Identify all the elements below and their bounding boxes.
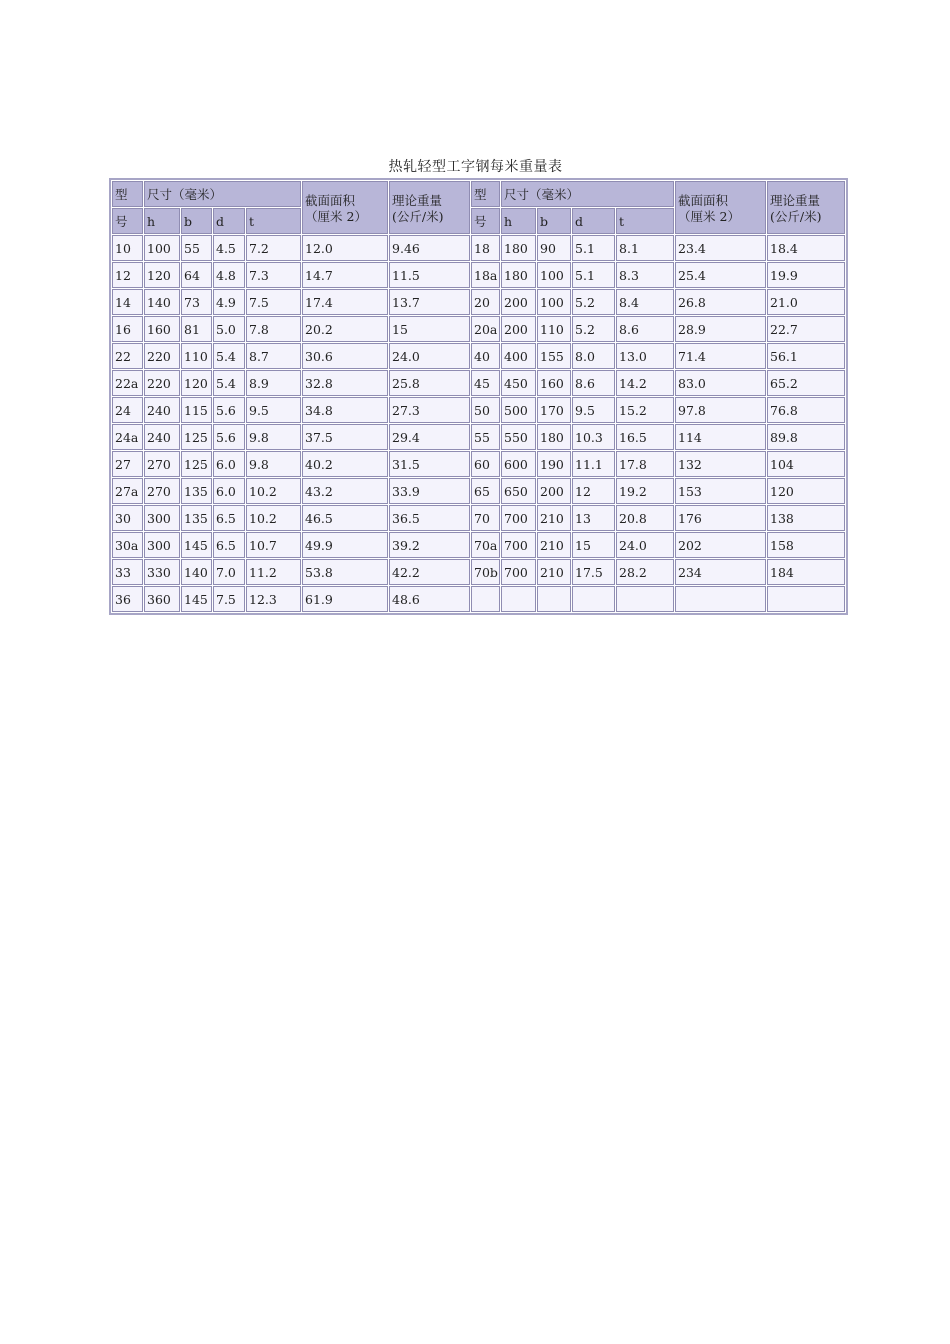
table-row (112, 424, 845, 450)
header-dim-t: t (616, 208, 674, 234)
table-cell: 34.8 (302, 397, 388, 423)
table-cell: 20.2 (302, 316, 388, 342)
table-cell: 240 (144, 424, 180, 450)
table-cell: 11.5 (389, 262, 470, 288)
table-cell: 20.8 (616, 505, 674, 531)
table-cell: 100 (537, 289, 571, 315)
table-cell (767, 586, 845, 612)
header-weight (767, 181, 845, 234)
table-cell: 26.8 (675, 289, 766, 315)
table-cell: 33 (112, 559, 143, 585)
table-cell: 125 (181, 451, 212, 477)
table-cell: 160 (537, 370, 571, 396)
header-size-group: 尺寸（毫米） (144, 181, 301, 207)
table-cell: 76.8 (767, 397, 845, 423)
table-cell: 4.8 (213, 262, 245, 288)
table-cell: 120 (144, 262, 180, 288)
table-cell: 42.2 (389, 559, 470, 585)
table-cell: 14.2 (616, 370, 674, 396)
table-cell: 90 (537, 235, 571, 261)
table-cell: 5.1 (572, 262, 615, 288)
table-cell: 37.5 (302, 424, 388, 450)
table-cell: 40 (471, 343, 500, 369)
header-model-top: 型 (112, 181, 143, 207)
table-row (112, 505, 845, 531)
table-cell: 15 (572, 532, 615, 558)
table-cell: 9.8 (246, 451, 301, 477)
table-cell: 220 (144, 370, 180, 396)
table-row (112, 397, 845, 423)
header-weight (389, 181, 470, 234)
table-cell: 24a (112, 424, 143, 450)
header-weight-line1: 理论重量 (392, 192, 443, 208)
table-cell: 17.8 (616, 451, 674, 477)
table-cell: 28.2 (616, 559, 674, 585)
table-row (112, 316, 845, 342)
table-cell: 8.1 (616, 235, 674, 261)
header-area (675, 181, 766, 234)
table-row (112, 289, 845, 315)
table-cell: 100 (537, 262, 571, 288)
table-title: 热轧轻型工字钢每米重量表 (388, 159, 563, 175)
table-cell: 170 (537, 397, 571, 423)
table-cell: 23.4 (675, 235, 766, 261)
table-row (112, 559, 845, 585)
header-area-line2: （厘米 2） (305, 208, 367, 224)
table-cell: 360 (144, 586, 180, 612)
table-cell: 24.0 (616, 532, 674, 558)
table-cell: 32.8 (302, 370, 388, 396)
table-cell: 25.4 (675, 262, 766, 288)
table-cell: 700 (501, 559, 536, 585)
table-row (112, 532, 845, 558)
table-cell: 10.2 (246, 478, 301, 504)
table-cell: 11.1 (572, 451, 615, 477)
table-cell: 70b (471, 559, 500, 585)
table-cell: 20a (471, 316, 500, 342)
table-cell: 9.5 (572, 397, 615, 423)
header-model-top: 型 (471, 181, 500, 207)
table-cell: 30a (112, 532, 143, 558)
table-cell: 145 (181, 586, 212, 612)
table-cell: 13.7 (389, 289, 470, 315)
table-cell: 9.46 (389, 235, 470, 261)
table-cell: 70 (471, 505, 500, 531)
table-cell: 100 (144, 235, 180, 261)
table-row (112, 478, 845, 504)
table-cell: 5.1 (572, 235, 615, 261)
table-cell: 65.2 (767, 370, 845, 396)
table-cell: 10.2 (246, 505, 301, 531)
table-cell: 330 (144, 559, 180, 585)
table-cell: 155 (537, 343, 571, 369)
table-cell: 14 (112, 289, 143, 315)
table-cell: 115 (181, 397, 212, 423)
table-cell: 5.6 (213, 424, 245, 450)
table-row (112, 235, 845, 261)
table-cell: 270 (144, 451, 180, 477)
table-cell: 56.1 (767, 343, 845, 369)
table-cell: 16 (112, 316, 143, 342)
table-cell: 300 (144, 505, 180, 531)
table-cell: 550 (501, 424, 536, 450)
table-cell: 7.8 (246, 316, 301, 342)
table-cell: 7.5 (246, 289, 301, 315)
table-row (112, 451, 845, 477)
table-cell: 7.2 (246, 235, 301, 261)
steel-weight-table (109, 178, 848, 615)
table-cell: 29.4 (389, 424, 470, 450)
table-cell: 30 (112, 505, 143, 531)
header-weight-line2: (公斤/米) (392, 208, 444, 224)
table-cell: 158 (767, 532, 845, 558)
table-cell: 104 (767, 451, 845, 477)
table-cell: 450 (501, 370, 536, 396)
table-cell: 135 (181, 505, 212, 531)
table-cell: 36.5 (389, 505, 470, 531)
table-cell: 110 (537, 316, 571, 342)
header-model-bottom: 号 (471, 208, 500, 234)
table-cell: 14.7 (302, 262, 388, 288)
table-cell: 10.7 (246, 532, 301, 558)
table-cell: 53.8 (302, 559, 388, 585)
header-dim-h: h (144, 208, 180, 234)
header-weight-line1: 理论重量 (770, 192, 821, 208)
table-cell: 12 (572, 478, 615, 504)
table-cell: 60 (471, 451, 500, 477)
table-cell: 43.2 (302, 478, 388, 504)
table-cell: 5.4 (213, 370, 245, 396)
table-cell: 13.0 (616, 343, 674, 369)
table-cell: 700 (501, 505, 536, 531)
table-cell: 210 (537, 559, 571, 585)
table-cell: 89.8 (767, 424, 845, 450)
table-cell: 700 (501, 532, 536, 558)
header-model-bottom: 号 (112, 208, 143, 234)
table-cell: 140 (144, 289, 180, 315)
table-cell: 45 (471, 370, 500, 396)
table-cell: 180 (501, 235, 536, 261)
table-cell: 6.5 (213, 505, 245, 531)
table-cell: 55 (181, 235, 212, 261)
header-dim-h: h (501, 208, 536, 234)
table-cell: 650 (501, 478, 536, 504)
table-cell: 176 (675, 505, 766, 531)
table-cell: 270 (144, 478, 180, 504)
header-dim-d: d (213, 208, 245, 234)
table-cell: 83.0 (675, 370, 766, 396)
table-cell: 4.9 (213, 289, 245, 315)
table-body (112, 235, 845, 612)
table-cell: 5.2 (572, 289, 615, 315)
table-cell: 20 (471, 289, 500, 315)
table-cell: 18a (471, 262, 500, 288)
table-cell: 18 (471, 235, 500, 261)
table-cell: 15.2 (616, 397, 674, 423)
header-dim-t: t (246, 208, 301, 234)
table-cell: 300 (144, 532, 180, 558)
header-area-line1: 截面面积 (678, 192, 729, 208)
table-cell: 22 (112, 343, 143, 369)
table-cell: 46.5 (302, 505, 388, 531)
table-cell: 97.8 (675, 397, 766, 423)
table-cell: 6.0 (213, 478, 245, 504)
table-cell: 125 (181, 424, 212, 450)
table-cell: 64 (181, 262, 212, 288)
table-cell: 22a (112, 370, 143, 396)
table-cell: 12.3 (246, 586, 301, 612)
table-cell: 39.2 (389, 532, 470, 558)
table-cell: 28.9 (675, 316, 766, 342)
table-cell: 202 (675, 532, 766, 558)
table-cell: 7.5 (213, 586, 245, 612)
table-cell: 73 (181, 289, 212, 315)
table-cell: 500 (501, 397, 536, 423)
table-cell: 10.3 (572, 424, 615, 450)
table-cell: 27.3 (389, 397, 470, 423)
table-cell: 17.5 (572, 559, 615, 585)
table-cell: 49.9 (302, 532, 388, 558)
table-cell: 240 (144, 397, 180, 423)
table-cell: 190 (537, 451, 571, 477)
table-cell: 234 (675, 559, 766, 585)
table-cell (501, 586, 536, 612)
table-row (112, 370, 845, 396)
table-cell: 17.4 (302, 289, 388, 315)
table-cell: 4.5 (213, 235, 245, 261)
table-row (112, 343, 845, 369)
header-dim-b: b (181, 208, 212, 234)
table-cell: 13 (572, 505, 615, 531)
table-cell: 8.0 (572, 343, 615, 369)
table-cell: 65 (471, 478, 500, 504)
table-cell: 24 (112, 397, 143, 423)
table-cell: 9.5 (246, 397, 301, 423)
table-cell: 12 (112, 262, 143, 288)
table-cell: 7.0 (213, 559, 245, 585)
table-cell: 33.9 (389, 478, 470, 504)
table-cell: 114 (675, 424, 766, 450)
table-cell: 140 (181, 559, 212, 585)
table-cell: 400 (501, 343, 536, 369)
table-cell: 145 (181, 532, 212, 558)
table-cell: 110 (181, 343, 212, 369)
table-cell: 61.9 (302, 586, 388, 612)
header-dim-d: d (572, 208, 615, 234)
table-cell: 135 (181, 478, 212, 504)
table-cell: 27 (112, 451, 143, 477)
table-cell (471, 586, 500, 612)
table-cell: 8.9 (246, 370, 301, 396)
table-cell (616, 586, 674, 612)
table-cell: 5.0 (213, 316, 245, 342)
table-cell: 8.3 (616, 262, 674, 288)
table-cell: 138 (767, 505, 845, 531)
header-area (302, 181, 388, 234)
table-cell: 15 (389, 316, 470, 342)
table-cell: 19.9 (767, 262, 845, 288)
table-cell: 71.4 (675, 343, 766, 369)
table-cell: 11.2 (246, 559, 301, 585)
table-cell: 70a (471, 532, 500, 558)
table-row (112, 586, 845, 612)
table-cell: 9.8 (246, 424, 301, 450)
table-cell: 200 (537, 478, 571, 504)
table-cell: 10 (112, 235, 143, 261)
table-row (112, 262, 845, 288)
table-cell: 220 (144, 343, 180, 369)
table-cell: 210 (537, 505, 571, 531)
table-cell: 8.7 (246, 343, 301, 369)
table-cell: 200 (501, 316, 536, 342)
table-cell: 25.8 (389, 370, 470, 396)
table-cell: 8.4 (616, 289, 674, 315)
table-cell: 8.6 (616, 316, 674, 342)
table-cell: 200 (501, 289, 536, 315)
table-cell: 19.2 (616, 478, 674, 504)
table-cell: 55 (471, 424, 500, 450)
table-cell: 180 (537, 424, 571, 450)
table-cell: 7.3 (246, 262, 301, 288)
table-cell: 40.2 (302, 451, 388, 477)
table-cell (537, 586, 571, 612)
header-area-line2: （厘米 2） (678, 208, 740, 224)
table-cell: 153 (675, 478, 766, 504)
table-cell: 12.0 (302, 235, 388, 261)
table-cell: 120 (767, 478, 845, 504)
table-cell: 160 (144, 316, 180, 342)
header-size-group: 尺寸（毫米） (501, 181, 674, 207)
table-cell: 6.0 (213, 451, 245, 477)
table-cell: 5.2 (572, 316, 615, 342)
table-cell: 600 (501, 451, 536, 477)
table-cell: 180 (501, 262, 536, 288)
table-cell: 8.6 (572, 370, 615, 396)
table-cell: 210 (537, 532, 571, 558)
table-cell: 81 (181, 316, 212, 342)
table-cell: 31.5 (389, 451, 470, 477)
table-cell: 24.0 (389, 343, 470, 369)
table-cell: 50 (471, 397, 500, 423)
header-weight-line2: (公斤/米) (770, 208, 822, 224)
table-cell (675, 586, 766, 612)
table-cell: 30.6 (302, 343, 388, 369)
table-cell: 18.4 (767, 235, 845, 261)
table-cell: 22.7 (767, 316, 845, 342)
table-cell: 27a (112, 478, 143, 504)
table-cell: 120 (181, 370, 212, 396)
table-cell: 184 (767, 559, 845, 585)
table-cell: 21.0 (767, 289, 845, 315)
table-cell: 48.6 (389, 586, 470, 612)
table-cell: 132 (675, 451, 766, 477)
table-cell: 36 (112, 586, 143, 612)
table-cell: 16.5 (616, 424, 674, 450)
header-area-line1: 截面面积 (305, 192, 356, 208)
header-dim-b: b (537, 208, 571, 234)
table-cell: 5.4 (213, 343, 245, 369)
table-cell (572, 586, 615, 612)
table-cell: 5.6 (213, 397, 245, 423)
table-cell: 6.5 (213, 532, 245, 558)
